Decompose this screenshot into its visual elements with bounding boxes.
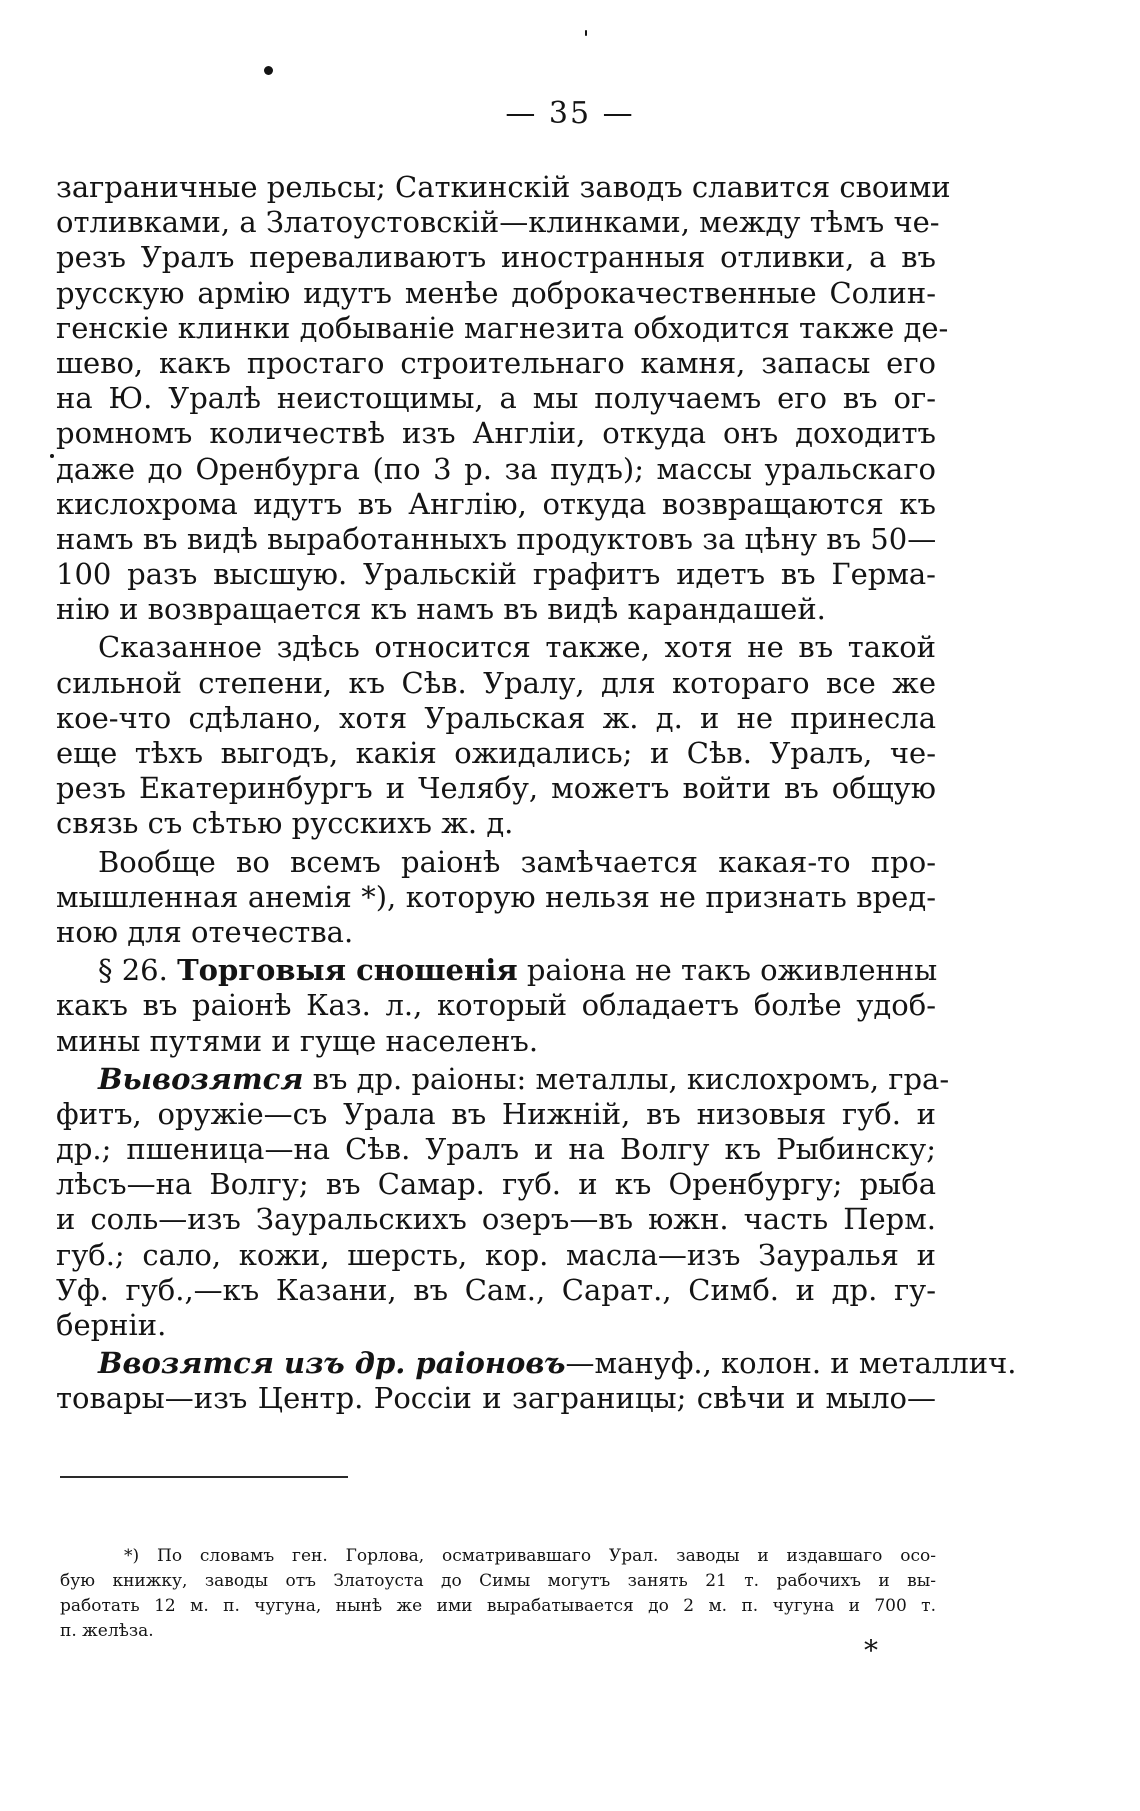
text-line (56, 1061, 950, 1097)
section-first-line (56, 953, 936, 988)
body-text (56, 170, 1017, 1417)
text-line: нію и возвращается къ намъ въ видѣ карандашей. (56, 592, 826, 627)
text-line: Сказанное здѣсь относится также, хотя не въ такой (98, 630, 936, 665)
text-line: др.; пшеница—на Сѣв. Уралъ и на Волгу къ Рыбинску; (56, 1132, 936, 1167)
text-line: кое-что сдѣлано, хотя Уральская ж. д. и не принесла (56, 700, 936, 735)
section-heading: Торговыя сношенія (177, 953, 518, 988)
paragraph (56, 1061, 950, 1344)
text-line: мины путями и гуще населенъ. (56, 1023, 539, 1058)
text-line: лѣсъ—на Волгу; въ Самар. губ. и къ Оренбургу; рыба (56, 1167, 936, 1202)
text-line: мышленная анемія *), которую нельзя не признать вред- (56, 879, 936, 914)
text-line: сильной степени, къ Сѣв. Уралу, для котораго все же (56, 665, 936, 700)
text-line: шево, какъ простаго строительнаго камня, запасы его (56, 345, 936, 380)
text-line: еще тѣхъ выгодъ, какія ожидались; и Сѣв. Уралъ, че- (56, 736, 936, 770)
page-number: — 35 — (505, 96, 635, 131)
text-line: ною для отечества. (56, 914, 354, 949)
text-line: намъ въ видѣ выработанныхъ продуктовъ за цѣну въ 50— (56, 521, 937, 556)
text-line: губ.; сало, кожи, шерсть, кор. масла—изъ Зауралья и (56, 1237, 936, 1272)
text-line: резъ Екатеринбургъ и Челябу, можетъ войти въ общую (56, 771, 936, 806)
text-line: какъ въ раіонѣ Каз. л., который обладаетъ болѣе удоб- (56, 988, 936, 1023)
ink-speck (585, 30, 587, 36)
text-fragment: —мануф., колон. и металлич. (565, 1346, 1017, 1381)
ink-speck (264, 66, 273, 75)
paragraph (56, 170, 951, 627)
footnote-divider (60, 1476, 348, 1478)
text-line: товары—изъ Центр. Россіи и заграницы; свѣчи и мыло— (56, 1381, 936, 1416)
text-line: ромномъ количествѣ изъ Англіи, откуда онъ доходитъ (56, 416, 936, 451)
footnote-line: бую книжку, заводы отъ Златоуста до Симы могутъ занять 21 т. рабочихъ и вы- (60, 1571, 936, 1591)
text-fragment: раіона не такъ оживленны (526, 953, 938, 988)
text-line: отливками, а Златоустовскій—клинками, между тѣмъ че- (56, 205, 940, 240)
text-line: кислохрома идутъ въ Англію, откуда возвращаются къ (56, 486, 936, 521)
text-line: Уф. губ.,—къ Казани, въ Сам., Сарат., Симб. и др. гу- (56, 1272, 936, 1307)
paragraph (56, 1346, 1017, 1416)
section-mark: § 26. (98, 953, 168, 988)
text-line: фитъ, оружіе—съ Урала въ Нижній, въ низовыя губ. и (56, 1096, 936, 1131)
footnote (60, 1544, 936, 1644)
text-line: заграничные рельсы; Саткинскій заводъ славится своими (56, 170, 951, 204)
text-line: на Ю. Уралѣ неистощимы, а мы получаемъ его въ ог- (56, 381, 936, 416)
text-line: связь съ сѣтью русскихъ ж. д. (56, 806, 514, 841)
paragraph (56, 630, 936, 841)
text-line: резъ Уралъ переваливаютъ иностранныя отливки, а въ (56, 240, 936, 275)
text-line: и соль—изъ Зауральскихъ озеръ—въ южн. часть Перм. (56, 1202, 936, 1237)
italic-lead: Вывозятся (98, 1061, 304, 1096)
italic-lead: Ввозятся изъ др. раіоновъ (98, 1346, 566, 1381)
section-paragraph (56, 953, 936, 1059)
text-line: 100 разъ высшую. Уральскій графитъ идетъ въ Герма- (56, 557, 936, 592)
text-line: генскіе клинки добываніе магнезита обходится также де- (56, 310, 949, 345)
text-line: Вообще во всемъ раіонѣ замѣчается какая-то про- (98, 844, 936, 879)
text-line: даже до Оренбурга (по 3 р. за пудъ); массы уральскаго (56, 451, 936, 486)
text-fragment: въ др. раіоны: металлы, кислохромъ, гра- (312, 1061, 950, 1096)
text-line: берніи. (56, 1308, 167, 1342)
footnote-line: п. желѣза. (60, 1621, 154, 1641)
footnote-line: работать 12 м. п. чугуна, нынѣ же ими вырабатывается до 2 м. п. чугуна и 700 т. (60, 1596, 936, 1616)
ink-speck (50, 454, 54, 458)
text-line (56, 1346, 1017, 1381)
signature-mark: * (864, 1634, 878, 1667)
paragraph (56, 845, 936, 951)
footnote-line: *) По словамъ ген. Горлова, осматривавшаго Урал. заводы и издавшаго осо- (124, 1546, 936, 1566)
text-line: русскую армію идутъ менѣе доброкачественные Солин- (56, 275, 936, 310)
